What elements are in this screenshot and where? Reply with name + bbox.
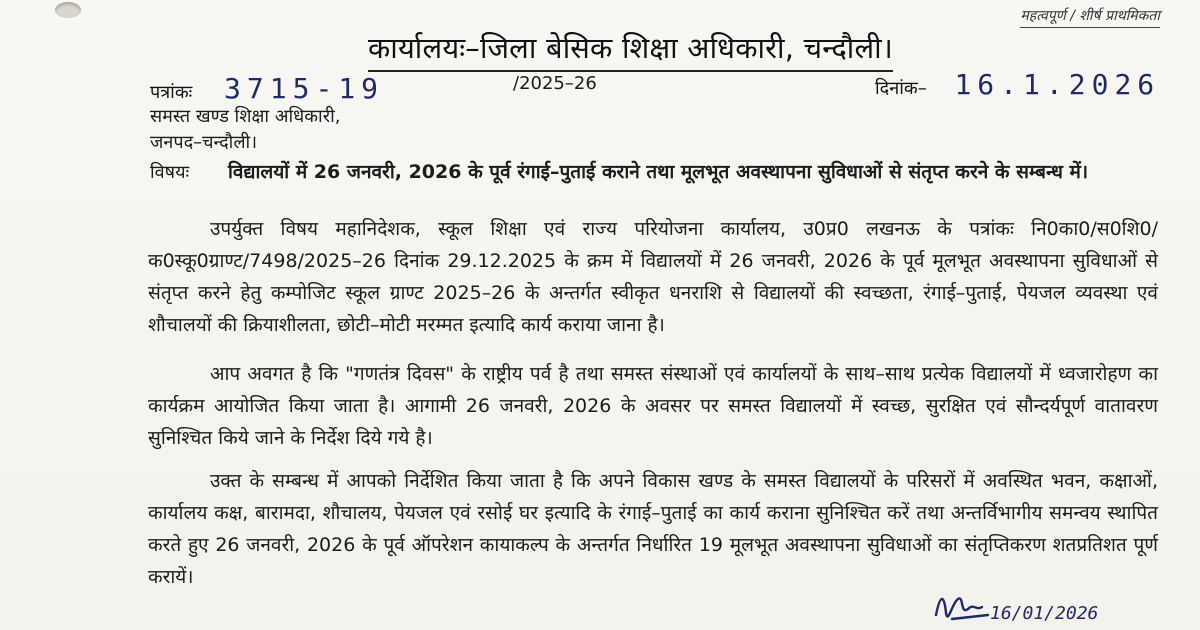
letter-number-row: [150, 72, 384, 105]
punch-hole: [55, 2, 81, 18]
letter-year: /2025–26: [513, 73, 597, 94]
recipient-line-2: जनपद–चन्दौली।: [150, 132, 258, 153]
date-label: दिनांक–: [875, 78, 927, 99]
date-row: [875, 68, 1160, 101]
letter-number-label: पत्रांकः: [150, 82, 193, 103]
letter-number-handwritten: 3715-19: [224, 72, 385, 105]
paragraph-1: उपर्युक्त विषय महानिदेशक, स्कूल शिक्षा एवं राज्य परियोजना कार्यालय, उ0प्र0 लखनऊ के पत्रांकः नि0का0/स0शि0/क0स्कू0ग्राण्ट/7498/2025–26 दिनांक 29.12.2025 के क्रम में विद्यालयों में 26 जनवरी, 2026 के पूर्व मूलभूत अवस्थापना सुविधाओं से संतृप्त करने हेतु कम्पोजिट स्कूल ग्राण्ट 2025–26 के अन्तर्गत स्वीकृत धनराशि से विद्यालयों की स्वच्छता, रंगाई–पुताई, पेयजल व्यवस्था एवं शौचालयों की क्रियाशीलता, छोटी–मोटी मरम्मत इत्यादि कार्य कराया जाना है।: [148, 218, 1158, 336]
priority-note: महत्वपूर्ण / शीर्ष प्राथमिकता: [1020, 8, 1160, 24]
handwritten-initials: [930, 585, 1100, 630]
initials-date: 16/01/2026: [990, 603, 1099, 624]
recipient-line-1: समस्त खण्ड शिक्षा अधिकारी,: [150, 106, 341, 127]
office-heading: कार्यालयः–जिला बेसिक शिक्षा अधिकारी, चन्दौली।: [368, 28, 893, 67]
subject-text: विद्यालयों में 26 जनवरी, 2026 के पूर्व रंगाई–पुताई कराने तथा मूलभूत अवस्थापना सुविधाओं से संतृप्त करने के सम्बन्ध में।: [228, 161, 1089, 183]
date-handwritten: 16.1.2026: [954, 68, 1161, 101]
paragraph-3: उक्त के सम्बन्ध में आपको निर्देशित किया जाता है कि अपने विकास खण्ड के समस्त विद्यालयों के परिसरों में अवस्थित भवन, कक्षाओं, कार्यालय कक्ष, बारामदा, शौचालय, पेयजल एवं रसोई घर इत्यादि के रंगाई–पुताई का कार्य कराना सुनिश्चित करें तथा अन्तर्विभागीय समन्वय स्थापित करते हुए 26 जनवरी, 2026 के पूर्व ऑपरेशन कायाकल्प के अन्तर्गत निर्धारित 19 मूलभूत अवस्थापना सुविधाओं का संतृप्तिकरण शतप्रतिशत पूर्ण करायें।: [148, 470, 1158, 588]
subject-label: विषयः: [150, 162, 190, 183]
paragraph-2: आप अवगत है कि "गणतंत्र दिवस" के राष्ट्रीय पर्व है तथा समस्त संस्थाओं एवं कार्यालयों के साथ–साथ प्रत्येक विद्यालयों में ध्वजारोहण का कार्यक्रम आयोजित किया जाता है। आगामी 26 जनवरी, 2026 के अवसर पर समस्त विद्यालयों में स्वच्छ, सुरक्षित एवं सौन्दर्यपूर्ण वातावरण सुनिश्चित किये जाने के निर्देश दिये गये है।: [148, 363, 1158, 449]
